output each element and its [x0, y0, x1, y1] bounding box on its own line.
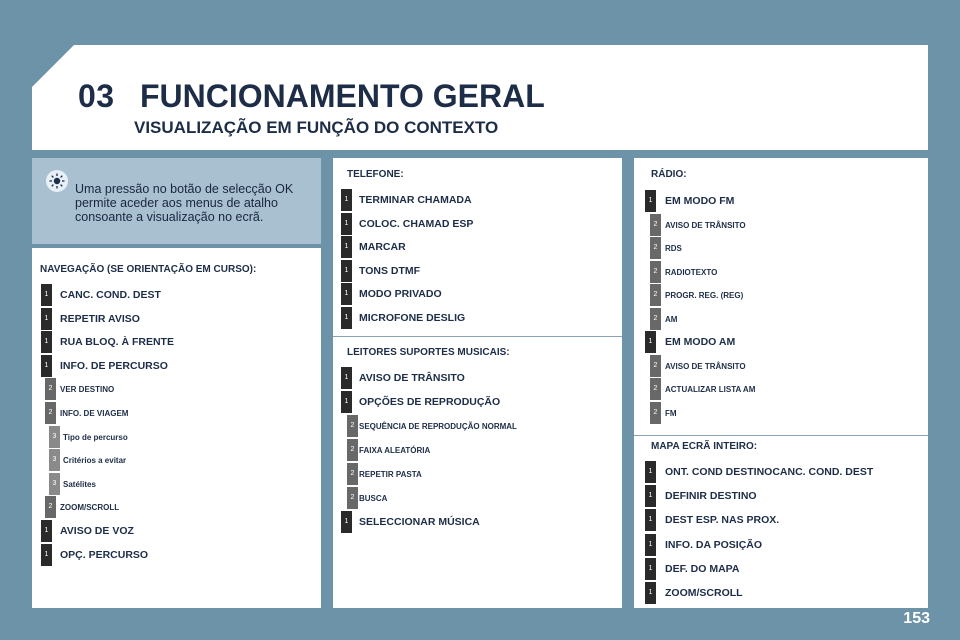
menu-item	[32, 473, 321, 497]
info-box	[32, 158, 321, 244]
menu-item-label: INFO. DE VIAGEM	[60, 409, 129, 418]
menu-item-label: PROGR. REG. (REG)	[665, 291, 744, 300]
menu-item-label: MARCAR	[359, 241, 406, 254]
menu-level-badge: 1	[341, 511, 352, 533]
menu-item	[634, 284, 928, 308]
menu-item-label: ACTUALIZAR LISTA AM	[665, 385, 756, 394]
chapter-number: 03	[78, 78, 115, 114]
menu-level-badge: 2	[650, 378, 661, 400]
menu-item	[333, 487, 622, 511]
menu-item	[32, 284, 321, 308]
menu-item	[32, 449, 321, 473]
telephone-section-title: TELEFONE:	[347, 169, 404, 180]
navigation-section-title: NAVEGAÇÃO (SE ORIENTAÇÃO EM CURSO):	[40, 264, 257, 275]
menu-level-badge: 3	[49, 426, 60, 448]
info-lamp-icon	[46, 170, 68, 192]
menu-item-label: EM MODO FM	[665, 195, 735, 207]
menu-item-label: ZOOM/SCROLL	[665, 587, 743, 599]
menu-item-label: RUA BLOQ. À FRENTE	[60, 336, 174, 349]
menu-level-badge: 2	[347, 415, 358, 437]
menu-level-badge: 2	[347, 439, 358, 461]
menu-item	[32, 520, 321, 544]
menu-level-badge: 1	[41, 355, 52, 377]
menu-item	[333, 189, 622, 213]
menu-item-label: SEQUÊNCIA DE REPRODUÇÃO NORMAL	[359, 422, 517, 431]
menu-item	[32, 308, 321, 332]
menu-item-label: SELECCIONAR MÚSICA	[359, 516, 480, 528]
menu-level-badge: 1	[645, 558, 656, 580]
menu-level-badge: 2	[45, 402, 56, 424]
menu-item	[634, 558, 928, 582]
menu-item-label: TONS DTMF	[359, 264, 421, 277]
menu-item	[32, 402, 321, 426]
music-section-title: LEITORES SUPORTES MUSICAIS:	[347, 347, 510, 358]
menu-item	[333, 391, 622, 415]
menu-item	[634, 237, 928, 261]
media-panel	[333, 158, 622, 608]
menu-level-badge: 2	[650, 355, 661, 377]
menu-item	[333, 283, 622, 307]
menu-item	[634, 261, 928, 285]
section-divider	[333, 336, 622, 337]
menu-level-badge: 1	[341, 367, 352, 389]
menu-level-badge: 2	[650, 402, 661, 424]
menu-level-badge: 2	[650, 261, 661, 283]
menu-item-label: INFO. DA POSIÇÃO	[665, 538, 763, 551]
menu-level-badge: 1	[341, 189, 352, 211]
menu-level-badge: 1	[341, 260, 352, 282]
menu-item	[634, 582, 928, 606]
menu-item-label: Satélites	[63, 479, 96, 489]
menu-item	[32, 544, 321, 568]
menu-item	[32, 426, 321, 450]
menu-item-label: Critérios a evitar	[63, 456, 127, 466]
menu-level-badge: 1	[341, 213, 352, 235]
menu-item-label: MICROFONE DESLIG	[359, 312, 466, 324]
menu-item-label: BUSCA	[359, 494, 388, 503]
menu-level-badge: 1	[645, 509, 656, 531]
menu-item	[32, 378, 321, 402]
page-subtitle: VISUALIZAÇÃO EM FUNÇÃO DO CONTEXTO	[134, 118, 499, 137]
menu-level-badge: 2	[650, 237, 661, 259]
menu-item	[333, 463, 622, 487]
menu-level-badge: 1	[41, 520, 52, 542]
menu-level-badge: 2	[45, 496, 56, 518]
menu-item	[333, 439, 622, 463]
menu-item-label: OPÇ. PERCURSO	[60, 548, 149, 561]
menu-item-label: DEST ESP. NAS PROX.	[665, 514, 780, 527]
menu-item	[634, 308, 928, 332]
menu-item-label: REPETIR AVISO	[60, 312, 140, 325]
menu-item-label: AVISO DE TRÂNSITO	[359, 372, 465, 384]
menu-level-badge: 3	[49, 473, 60, 495]
menu-item-label: CANC. COND. DEST	[60, 289, 161, 301]
menu-item	[333, 511, 622, 535]
menu-item	[32, 496, 321, 520]
menu-item	[634, 190, 928, 214]
menu-level-badge: 1	[645, 461, 656, 483]
menu-level-badge: 1	[41, 308, 52, 330]
navigation-panel	[32, 248, 321, 608]
menu-item	[634, 485, 928, 509]
menu-item-label: AVISO DE TRÂNSITO	[665, 361, 746, 371]
menu-item-label: RADIOTEXTO	[665, 267, 718, 277]
menu-item	[634, 509, 928, 533]
menu-item	[333, 415, 622, 439]
page-number: 153	[903, 610, 930, 627]
menu-item	[634, 331, 928, 355]
menu-item-label: OPÇÕES DE REPRODUÇÃO	[359, 396, 501, 408]
menu-level-badge: 2	[45, 378, 56, 400]
menu-level-badge: 2	[650, 308, 661, 330]
menu-item	[634, 402, 928, 426]
menu-item-label: FAIXA ALEATÓRIA	[359, 446, 431, 455]
menu-item	[333, 236, 622, 260]
info-text: Uma pressão no botão de selecção OK permite aceder aos menus de atalho consoante a visualização no ecrã.	[75, 182, 294, 224]
menu-item	[634, 461, 928, 485]
menu-level-badge: 1	[645, 534, 656, 556]
menu-level-badge: 1	[41, 544, 52, 566]
menu-item	[333, 307, 622, 331]
radio-map-panel	[634, 158, 928, 608]
menu-item-label: ZOOM/SCROLL	[60, 503, 120, 513]
menu-item-label: DEF. DO MAPA	[665, 562, 740, 575]
menu-level-badge: 2	[650, 214, 661, 236]
menu-item-label: EM MODO AM	[665, 336, 736, 348]
menu-level-badge: 1	[341, 391, 352, 413]
menu-item	[634, 534, 928, 558]
menu-item-label: COLOC. CHAMAD ESP	[359, 217, 474, 230]
menu-item-label: AM	[665, 314, 678, 324]
menu-item-label: VER DESTINO	[60, 385, 115, 395]
menu-item-label: AVISO DE VOZ	[60, 525, 134, 537]
menu-level-badge: 1	[341, 283, 352, 305]
menu-item	[333, 367, 622, 391]
menu-item	[333, 213, 622, 237]
menu-level-badge: 3	[49, 449, 60, 471]
menu-level-badge: 1	[645, 190, 656, 212]
menu-item-label: RDS	[665, 244, 682, 253]
menu-item	[32, 331, 321, 355]
menu-level-badge: 1	[645, 331, 656, 353]
menu-level-badge: 2	[347, 463, 358, 485]
radio-section-title: RÁDIO:	[651, 169, 687, 180]
menu-item-label: REPETIR PASTA	[359, 470, 422, 479]
menu-level-badge: 1	[41, 284, 52, 306]
menu-item-label: FM	[665, 408, 677, 418]
menu-level-badge: 1	[41, 331, 52, 353]
menu-item-label: TERMINAR CHAMADA	[359, 194, 472, 206]
menu-level-badge: 1	[645, 582, 656, 604]
menu-level-badge: 2	[650, 284, 661, 306]
page-title: FUNCIONAMENTO GERAL	[140, 78, 545, 114]
menu-level-badge: 1	[341, 307, 352, 329]
menu-level-badge: 1	[341, 236, 352, 258]
menu-level-badge: 2	[347, 487, 358, 509]
section-divider	[634, 435, 928, 436]
menu-item	[333, 260, 622, 284]
menu-item-label: ONT. COND DESTINOCANC. COND. DEST	[665, 466, 874, 478]
menu-item-label: AVISO DE TRÂNSITO	[665, 220, 746, 230]
menu-item-label: MODO PRIVADO	[359, 288, 442, 301]
menu-item	[634, 355, 928, 379]
menu-item	[634, 378, 928, 402]
menu-item	[634, 214, 928, 238]
menu-item	[32, 355, 321, 379]
menu-item-label: INFO. DE PERCURSO	[60, 359, 168, 372]
menu-level-badge: 1	[645, 485, 656, 507]
map-section-title: MAPA ECRÃ INTEIRO:	[651, 441, 758, 452]
menu-item-label: DEFINIR DESTINO	[665, 490, 757, 503]
menu-item-label: Tipo de percurso	[63, 432, 128, 442]
